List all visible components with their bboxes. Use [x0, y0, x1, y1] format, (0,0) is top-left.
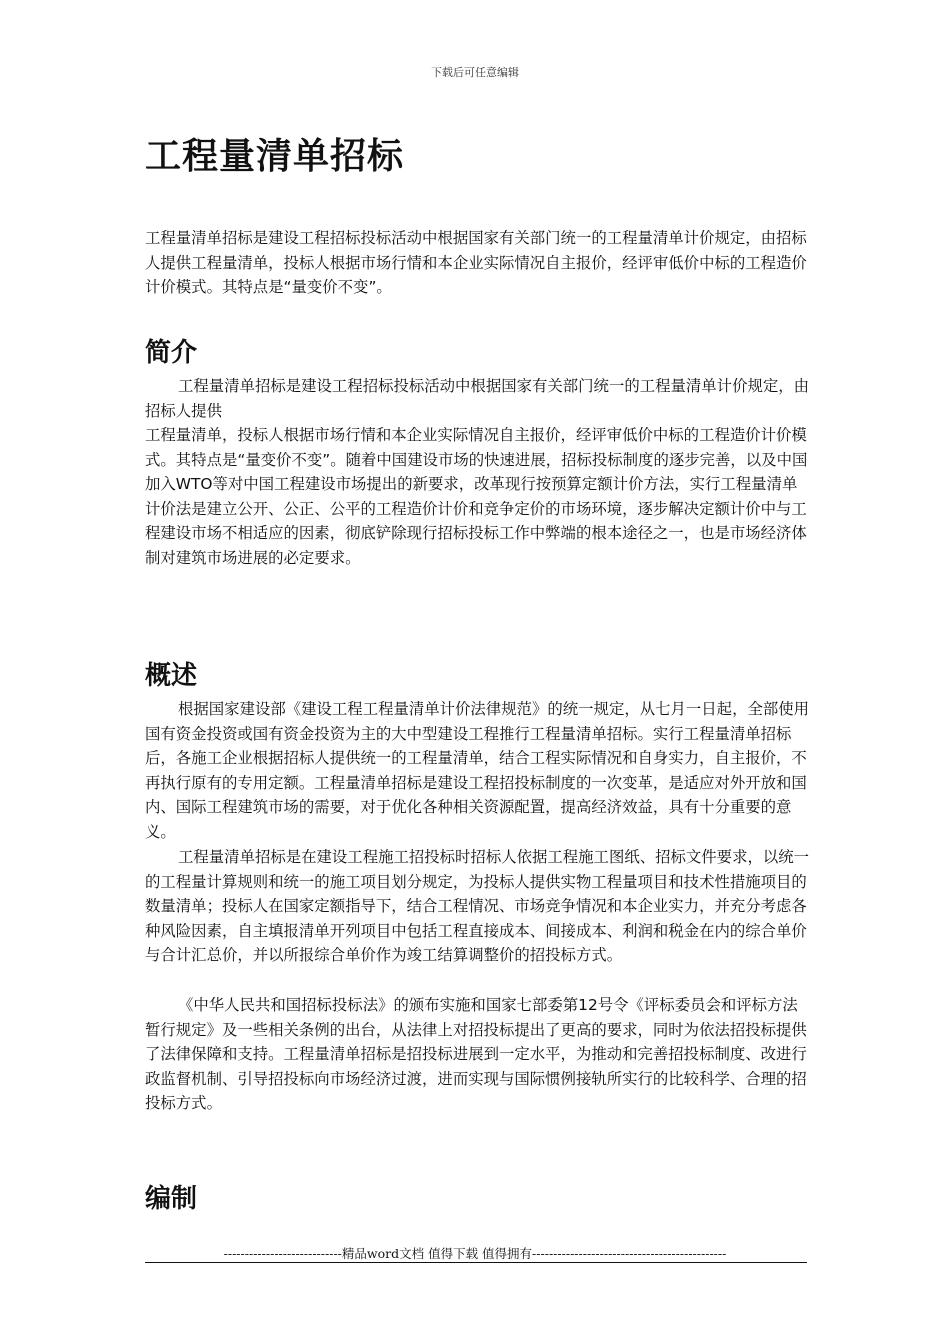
jianjie-paragraph-2: 工程量清单，投标人根据市场行情和本企业实际情况自主报价，经评审低价中标的工程造价计价模式。其特点是“量变价不变”。随着中国建设市场的快速进展，招标投标制度的逐步完善，以及中国加入WTO等对中国工程建设市场提出的新要求，改革现行按预算定额计价方法，实行工程量清单计价法是建立公开、公正、公平的工程造价计价和竞争定价的市场环境，逐步解决定额计价中与工程建设市场不相适应的因素，彻底铲除现行招标投标工作中弊端的根本途径之一，也是市场经济体制对建筑市场进展的必定要求。: [145, 426, 808, 567]
gaishu-paragraph-3: 《中华人民共和国招标投标法》的颁布实施和国家七部委第12号令《评标委员会和评标方法暂行规定》及一些相关条例的出台，从法律上对招投标提出了更高的要求，同时为依法招投标提供了法律保障和支持。工程量清单招标是招投标进展到一定水平，为推动和完善招投标制度、改进行政监督机制、引导招投标向市场经济过渡，进而实现与国际惯例接轨所实行的比较科学、合理的招投标方式。: [145, 996, 807, 1113]
jianjie-paragraph-1: 工程量清单招标是建设工程招标投标活动中根据国家有关部门统一的工程量清单计价规定，由招标人提供: [145, 377, 810, 420]
footer-text: ----------------------------精品word文档 值得下载 值得拥有----------------------------------------------: [223, 1246, 727, 1261]
section-heading-gaishu: 概述: [145, 661, 198, 691]
page-title: 工程量清单招标: [145, 136, 405, 177]
section-heading-jianjie: 简介: [145, 338, 198, 368]
gaishu-paragraph-1: 根据国家建设部《建设工程工程量清单计价法律规范》的统一规定，从七月一日起，全部使用国有资金投资或国有资金投资为主的大中型建设工程推行工程量清单招标。实行工程量清单招标后，各施工企业根据招标人提供统一的工程量清单，结合工程实际情况和自身实力，自主报价，不再执行原有的专用定额。工程量清单招标是建设工程招投标制度的一次变革，是适应对外开放和国内、国际工程建筑市场的需要，对于优化各种相关资源配置，提高经济效益，具有十分重要的意义。: [145, 700, 810, 841]
footer-rule: [145, 1262, 807, 1263]
section-heading-bianzhi: 编制: [145, 1184, 198, 1214]
header-note: 下载后可任意编辑: [431, 66, 519, 79]
gaishu-paragraph-2: 工程量清单招标是在建设工程施工招投标时招标人依据工程施工图纸、招标文件要求，以统一的工程量计算规则和统一的施工项目划分规定，为投标人提供实物工程量项目和技术性措施项目的数量清单；投标人在国家定额指导下，结合工程情况、市场竞争情况和本企业实力，并充分考虑各种风险因素，自主填报清单开列项目中包括工程直接成本、间接成本、利润和税金在内的综合单价与合计汇总价，并以所报综合单价作为竣工结算调整价的招投标方式。: [145, 848, 810, 965]
intro-paragraph: 工程量清单招标是建设工程招标投标活动中根据国家有关部门统一的工程量清单计价规定，由招标人提供工程量清单，投标人根据市场行情和本企业实际情况自主报价，经评审低价中标的工程造价计价模式。其特点是“量变价不变”。: [145, 229, 807, 297]
